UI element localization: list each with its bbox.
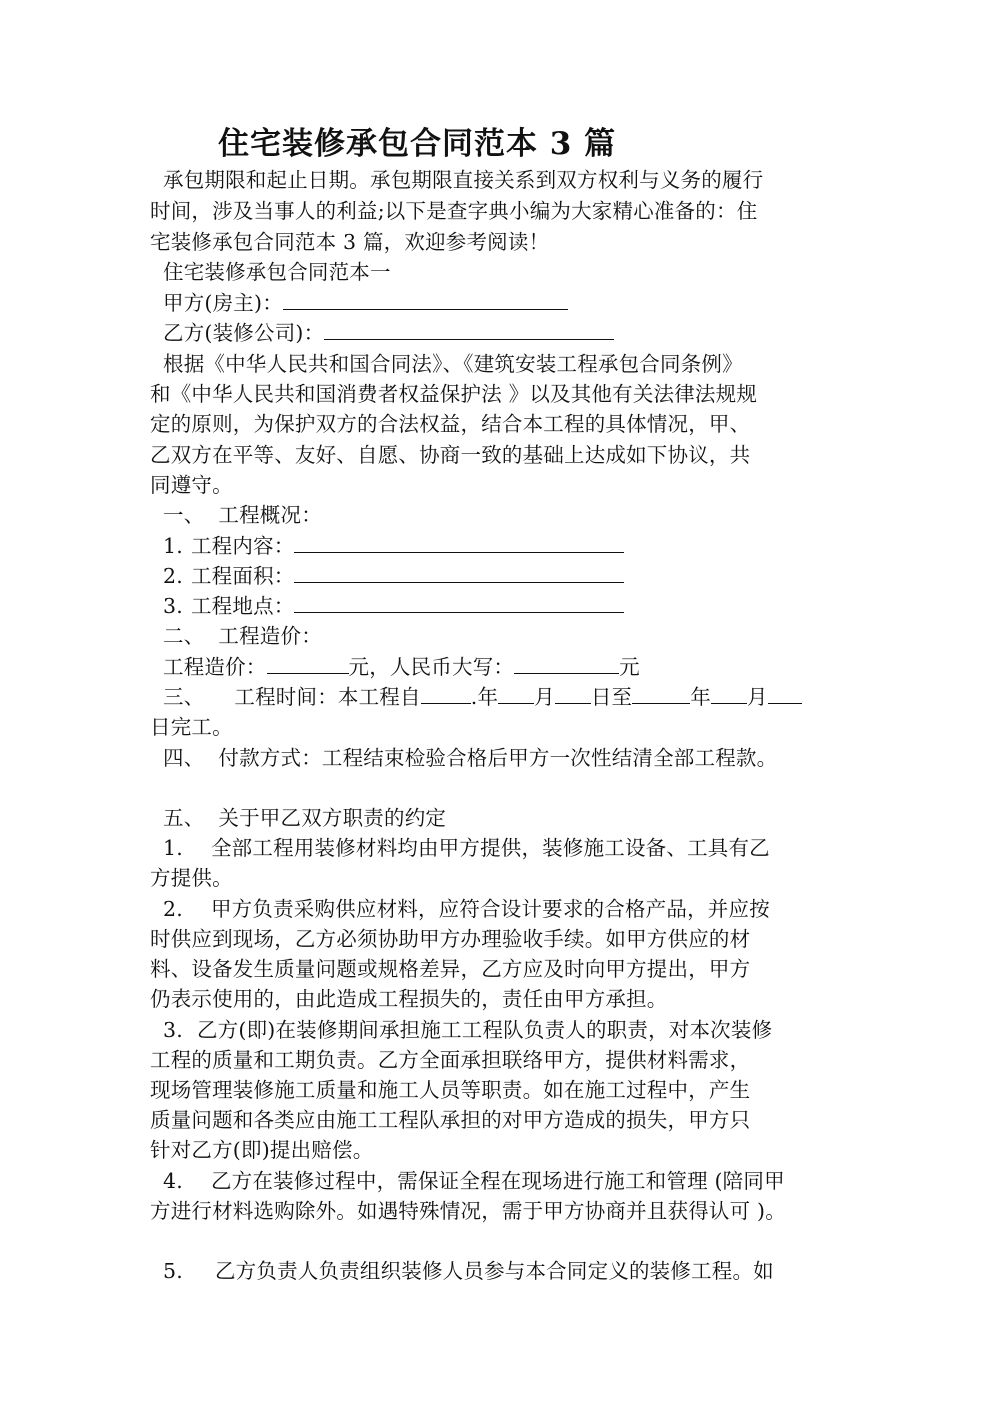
section-1-num: 一、 bbox=[163, 503, 205, 527]
price-line bbox=[163, 652, 640, 682]
section-3-num: 三、 bbox=[163, 685, 205, 709]
party-b-blank bbox=[324, 321, 614, 340]
section-1-item-2 bbox=[163, 561, 624, 591]
item-label: 工程面积： bbox=[190, 564, 295, 588]
section-5-item-3-line-4: 质量问题和各类应由施工工程队承担的对甲方造成的损失，甲方只 bbox=[150, 1108, 751, 1132]
item-blank bbox=[294, 564, 624, 583]
start-month-blank bbox=[498, 685, 534, 704]
preamble-line-3: 定的原则，为保护双方的合法权益，结合本工程的具体情况，甲、 bbox=[150, 412, 751, 436]
item-label: 工程地点： bbox=[190, 594, 295, 618]
section-5-item-3-line-1 bbox=[163, 1015, 772, 1045]
section-5-heading bbox=[163, 803, 446, 833]
start-day-blank bbox=[555, 685, 591, 704]
item-text: 全部工程用装修材料均由甲方提供，装修施工设备、工具有乙 bbox=[210, 836, 770, 860]
section-5-title: 关于甲乙双方职责的约定 bbox=[218, 806, 447, 830]
party-a-label: 甲方(房主)： bbox=[163, 291, 283, 315]
item-label: 工程内容： bbox=[190, 534, 295, 558]
section-5-item-1-line-1 bbox=[163, 833, 770, 863]
preamble-line-4: 乙双方在平等、友好、自愿、协商一致的基础上达成如下协议，共 bbox=[150, 443, 751, 467]
item-num: 5. bbox=[163, 1259, 183, 1283]
preamble-line-1: 根据《中华人民共和国合同法》、《建筑安装工程承包合同条例》 bbox=[163, 352, 743, 376]
section-3-line bbox=[163, 682, 802, 712]
item-text: 甲方负责采购供应材料，应符合设计要求的合格产品，并应按 bbox=[210, 897, 770, 921]
item-num: 3. bbox=[163, 594, 183, 618]
preamble-line-2: 和《中华人民共和国消费者权益保护法 》以及其他有关法律法规规 bbox=[150, 382, 758, 406]
item-num: 1. bbox=[163, 836, 183, 860]
month-label: 月 bbox=[534, 685, 555, 709]
section-3-text: 工程时间：本工程自 bbox=[234, 685, 421, 709]
section-2-heading bbox=[163, 621, 322, 651]
section-5-item-3-line-5: 针对乙方(即)提出赔偿。 bbox=[150, 1138, 374, 1162]
price-label: 工程造价： bbox=[163, 655, 267, 679]
rmb-unit: 元 bbox=[619, 655, 640, 679]
section-2-title: 工程造价： bbox=[218, 624, 322, 648]
item-text: 乙方(即)在装修期间承担施工工程队负责人的职责，对本次装修 bbox=[196, 1018, 773, 1042]
end-day-blank bbox=[768, 685, 802, 704]
section-4-text: 付款方式：工程结束检验合格后甲方一次性结清全部工程款。 bbox=[218, 746, 778, 770]
year-label: 年 bbox=[477, 685, 499, 709]
section-1-item-1 bbox=[163, 531, 624, 561]
item-blank bbox=[294, 534, 624, 553]
section-5-item-2-line-1 bbox=[163, 894, 770, 924]
item-num: 2. bbox=[163, 564, 183, 588]
intro-line-2: 时间，涉及当事人的利益;以下是查字典小编为大家精心准备的：住 bbox=[150, 199, 758, 223]
item-num: 3. bbox=[163, 1018, 183, 1042]
party-b-label: 乙方(装修公司)： bbox=[163, 321, 325, 345]
section-5-item-2-line-4: 仍表示使用的，由此造成工程损失的，责任由甲方承担。 bbox=[150, 987, 668, 1011]
section-5-num: 五、 bbox=[163, 806, 205, 830]
rmb-blank bbox=[514, 655, 619, 674]
section-3-end: 日完工。 bbox=[150, 715, 233, 739]
item-num: 1. bbox=[163, 534, 183, 558]
rmb-label: ，人民币大写： bbox=[369, 655, 515, 679]
month2-label: 月 bbox=[746, 685, 768, 709]
party-a-line bbox=[163, 288, 568, 318]
section-5-item-2-line-3: 料、设备发生质量问题或规格差异，乙方应及时向甲方提出，甲方 bbox=[150, 957, 751, 981]
party-a-blank bbox=[283, 291, 568, 310]
section-5-item-5-line-1 bbox=[163, 1256, 774, 1286]
end-month-blank bbox=[711, 685, 747, 704]
section-2-num: 二、 bbox=[163, 624, 205, 648]
section-4-line bbox=[163, 743, 777, 773]
item-num: 2. bbox=[163, 897, 183, 921]
section-5-item-4-line-2: 方进行材料选购除外。如遇特殊情况，需于甲方协商并且获得认可 )。 bbox=[150, 1199, 786, 1223]
price-blank bbox=[267, 655, 349, 674]
document-title: 住宅装修承包合同范本 3 篇 bbox=[218, 126, 617, 162]
section-1-title: 工程概况： bbox=[218, 503, 322, 527]
section-5-item-3-line-2: 工程的质量和工期负责。乙方全面承担联络甲方，提供材料需求， bbox=[150, 1048, 751, 1072]
year2-label: 年 bbox=[690, 685, 711, 709]
dot: . bbox=[470, 685, 478, 709]
section-1-heading bbox=[163, 500, 322, 530]
item-text: 乙方在装修过程中，需保证全程在现场进行施工和管理 (陪同甲 bbox=[210, 1169, 785, 1193]
section-4-num: 四、 bbox=[163, 746, 205, 770]
price-unit: 元 bbox=[348, 655, 370, 679]
section-5-item-1-line-2: 方提供。 bbox=[150, 866, 233, 890]
intro-line-1: 承包期限和起止日期。承包期限直接关系到双方权利与义务的履行 bbox=[163, 168, 764, 192]
item-text: 乙方负责人负责组织装修人员参与本合同定义的装修工程。如 bbox=[214, 1259, 774, 1283]
section-1-item-3 bbox=[163, 591, 624, 621]
section-5-item-4-line-1 bbox=[163, 1166, 785, 1196]
start-year-blank bbox=[421, 685, 471, 704]
end-year-blank bbox=[632, 685, 690, 704]
section-5-item-3-line-3: 现场管理装修施工质量和施工人员等职责。如在施工过程中，产生 bbox=[150, 1078, 751, 1102]
section-5-item-2-line-2: 时供应到现场，乙方必须协助甲方办理验收手续。如甲方供应的材 bbox=[150, 927, 751, 951]
party-b-line bbox=[163, 318, 614, 348]
day-to-label: 日至 bbox=[590, 685, 633, 709]
item-num: 4. bbox=[163, 1169, 183, 1193]
preamble-line-5: 同遵守。 bbox=[150, 473, 233, 497]
intro-line-3: 宅装修承包合同范本 3 篇，欢迎参考阅读！ bbox=[150, 230, 550, 254]
section-heading: 住宅装修承包合同范本一 bbox=[163, 260, 391, 284]
item-blank bbox=[294, 594, 624, 613]
